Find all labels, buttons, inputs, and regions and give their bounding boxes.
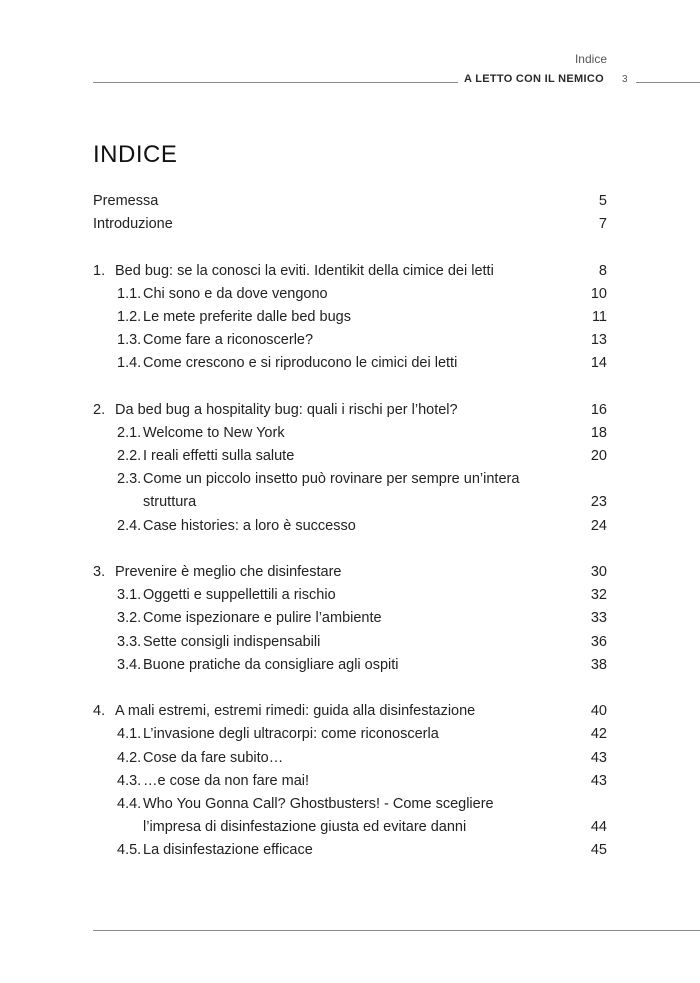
toc-chapter-title: A mali estremi, estremi rimedi: guida alla disinfestazione [115,703,476,720]
toc-subsection-page: 10 [590,285,607,302]
toc-subsection-continuation[interactable] [93,491,607,514]
toc-subsection-page: 43 [590,772,607,789]
toc-entry-premessa[interactable] [93,190,607,213]
toc-subsection-number: 1.1. [117,285,142,302]
toc-subsection-number: 2.3. [117,471,142,488]
toc-subsection-page: 23 [590,494,607,511]
toc-subsection-number: 4.4. [117,795,142,812]
toc-subsection[interactable] [93,723,607,746]
toc-subsection[interactable] [93,747,607,770]
toc-subsection-title: Come un piccolo insetto può rovinare per sempre un’intera [143,471,520,488]
toc-subsection[interactable] [93,306,607,329]
toc-subsection-title: Welcome to New York [143,424,285,441]
toc-subsection-number: 1.2. [117,308,142,325]
toc-subsection[interactable] [93,445,607,468]
toc-subsection-page: 13 [590,332,607,349]
header-rule-left [93,82,458,83]
toc-subsection-title: Le mete preferite dalle bed bugs [143,308,351,325]
toc-subsection-number: 1.3. [117,332,142,349]
toc-subsection-number: 4.3. [117,772,142,789]
toc-subsection-number: 2.1. [117,424,142,441]
toc-subsection[interactable] [93,654,607,677]
toc-chapter-number: 2. [93,401,106,418]
toc-subsection-title: Come ispezionare e pulire l’ambiente [143,610,382,627]
toc-subsection-page: 24 [590,517,607,534]
toc-subsection-page: 42 [590,726,607,743]
toc-subsection-number: 2.2. [117,448,142,465]
toc-spacer [93,376,607,399]
toc-chapter[interactable] [93,260,607,283]
page-title: INDICE [93,141,178,168]
toc-subsection-page: 14 [590,355,607,372]
toc-subsection-page: 20 [590,448,607,465]
toc-subsection-number: 4.2. [117,749,142,766]
page-number: 3 [622,74,628,85]
toc-subsection[interactable] [93,607,607,630]
toc-spacer [93,236,607,259]
toc-subsection[interactable] [93,793,607,816]
toc-subsection-number: 3.1. [117,587,142,604]
toc-spacer [93,538,607,561]
toc-subsection-page: 36 [590,633,607,650]
toc-subsection-title: L’invasione degli ultracorpi: come riconoscerla [143,726,439,743]
toc-chapter-page: 40 [590,703,607,720]
toc-subsection-page: 33 [590,610,607,627]
toc-subsection-title-continued: l’impresa di disinfestazione giusta ed evitare danni [143,819,467,836]
toc-subsection-number: 4.5. [117,842,142,859]
toc-entry-page: 5 [598,193,607,209]
toc-subsection-title: Case histories: a loro è successo [143,517,356,534]
toc-subsection-number: 3.2. [117,610,142,627]
toc-chapter-title: Da bed bug a hospitality bug: quali i rischi per l’hotel? [115,401,458,418]
toc-subsection[interactable] [93,584,607,607]
toc-chapter-number: 4. [93,703,106,720]
toc-spacer [93,677,607,700]
toc-subsection-number: 2.4. [117,517,142,534]
toc-chapter-page: 8 [598,262,607,279]
toc-subsection[interactable] [93,770,607,793]
toc-subsection-page: 32 [590,587,607,604]
table-of-contents [93,190,607,862]
toc-subsection-title: I reali effetti sulla salute [143,448,295,465]
toc-subsection-page: 45 [590,842,607,859]
toc-chapter-page: 16 [590,401,607,418]
toc-subsection[interactable] [93,422,607,445]
toc-chapter[interactable] [93,399,607,422]
running-header-book-title: A LETTO CON IL NEMICO [464,73,604,85]
toc-subsection[interactable] [93,839,607,862]
toc-subsection-number: 4.1. [117,726,142,743]
toc-subsection-title: …e cose da non fare mai! [143,772,310,789]
toc-subsection-page: 18 [590,424,607,441]
toc-entry-page: 7 [598,216,607,233]
toc-subsection-title: Cose da fare subito… [143,749,284,766]
toc-subsection-title-continued: struttura [143,494,197,511]
toc-subsection[interactable] [93,352,607,375]
toc-subsection-number: 3.4. [117,656,142,673]
toc-subsection-page: 11 [591,308,607,325]
toc-subsection-page: 38 [590,656,607,673]
toc-subsection[interactable] [93,283,607,306]
toc-subsection-page: 44 [590,819,607,836]
toc-subsection-title: Come crescono e si riproducono le cimici dei letti [143,355,458,372]
toc-chapter-title: Bed bug: se la conosci la eviti. Identikit della cimice dei letti [115,262,494,279]
toc-chapter-title: Prevenire è meglio che disinfestare [115,564,342,580]
toc-subsection-title: Sette consigli indispensabili [143,633,321,650]
toc-entry-title: Premessa [93,193,159,209]
toc-subsection[interactable] [93,329,607,352]
toc-subsection-title: Come fare a riconoscerle? [143,332,314,349]
toc-subsection-number: 1.4. [117,355,142,372]
toc-subsection-title: Oggetti e suppellettili a rischio [143,587,336,604]
toc-subsection[interactable] [93,631,607,654]
toc-subsection-number: 3.3. [117,633,142,650]
toc-chapter-page: 30 [590,564,607,580]
toc-chapter-number: 3. [93,564,106,580]
toc-entry-title: Introduzione [93,216,173,233]
toc-subsection-title: Chi sono e da dove vengono [143,285,328,302]
toc-subsection-page: 43 [590,749,607,766]
running-header-section: Indice [574,52,607,66]
toc-subsection-continuation[interactable] [93,816,607,839]
toc-subsection[interactable] [93,468,607,491]
toc-entry-introduzione[interactable] [93,213,607,236]
toc-chapter-number: 1. [93,262,106,279]
chapter-list [93,236,607,862]
toc-subsection-title: La disinfestazione efficace [143,842,313,859]
toc-subsection-title: Buone pratiche da consigliare agli ospiti [143,656,399,673]
toc-subsection-title: Who You Gonna Call? Ghostbusters! - Come scegliere [143,795,494,812]
toc-subsection[interactable] [93,515,607,538]
toc-chapter[interactable] [93,561,607,584]
header-rule-right [636,82,700,83]
toc-chapter[interactable] [93,700,607,723]
footer-rule [93,930,700,931]
